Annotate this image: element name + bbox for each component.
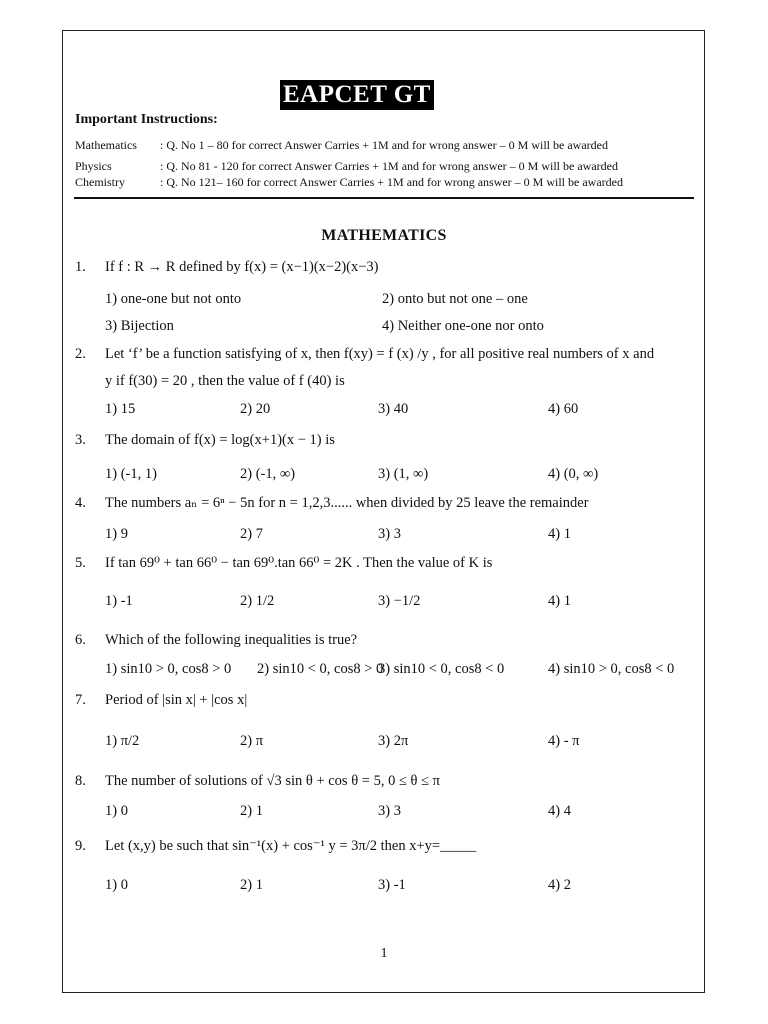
question-text: If f : R → R defined by f(x) = (x−1)(x−2)(x−3) (105, 259, 379, 275)
answer-option: 1) sin10 > 0, cos8 > 0 (105, 661, 232, 677)
answer-option: 1) 9 (105, 526, 128, 542)
answer-option: 1) π/2 (105, 733, 140, 749)
answer-option: 2) (-1, ∞) (240, 466, 296, 482)
answer-option: 2) 7 (240, 526, 263, 542)
question-number: 7. (75, 692, 86, 708)
answer-option: 4) 60 (548, 401, 579, 417)
question-text: The number of solutions of √3 sin θ + cos θ = 5, 0 ≤ θ ≤ π (105, 773, 441, 789)
answer-option: 4) Neither one-one nor onto (382, 318, 544, 334)
answer-option: 3) 2π (378, 733, 409, 749)
answer-option: 2) sin10 < 0, cos8 > 0 (257, 661, 384, 677)
question-number: 5. (75, 555, 86, 571)
question-text: The domain of f(x) = log(x+1)(x − 1) is (105, 432, 335, 448)
question-text: If tan 69⁰ + tan 66⁰ − tan 69⁰.tan 66⁰ = 2K . Then the value of K is (105, 555, 493, 571)
instruction-subject: Chemistry (75, 175, 125, 189)
answer-option: 3) 3 (378, 526, 401, 542)
answer-option: 4) 2 (548, 877, 571, 893)
answer-option: 2) π (240, 733, 264, 749)
question-text: Let (x,y) be such that sin⁻¹(x) + cos⁻¹ y = 3π/2 then x+y=_____ (105, 838, 477, 854)
answer-option: 3) 3 (378, 803, 401, 819)
answer-option: 1) one-one but not onto (105, 291, 242, 307)
header-divider (74, 197, 694, 199)
answer-option: 3) (1, ∞) (378, 466, 429, 482)
question-number: 8. (75, 773, 86, 789)
answer-option: 3) sin10 < 0, cos8 < 0 (378, 661, 505, 677)
answer-option: 2) 1/2 (240, 593, 275, 609)
answer-option: 2) onto but not one – one (382, 291, 528, 307)
answer-option: 2) 1 (240, 877, 263, 893)
question-number: 4. (75, 495, 86, 511)
instruction-subject: Mathematics (75, 138, 137, 152)
answer-option: 2) 20 (240, 401, 271, 417)
page-number: 1 (380, 946, 388, 961)
question-number: 9. (75, 838, 86, 854)
answer-option: 3) 40 (378, 401, 409, 417)
question-number: 6. (75, 632, 86, 648)
question-text: Let ‘f’ be a function satisfying of x, then f(xy) = f (x) /y , for all positive real numbers of x and (105, 346, 655, 362)
answer-option: 4) sin10 > 0, cos8 < 0 (548, 661, 675, 677)
answer-option: 1) 15 (105, 401, 136, 417)
instruction-text: : Q. No 121– 160 for correct Answer Carries + 1M and for wrong answer – 0 M will be awarded (160, 175, 623, 189)
question-number: 3. (75, 432, 86, 448)
instruction-subject: Physics (75, 159, 112, 173)
question-text: Which of the following inequalities is true? (105, 632, 358, 648)
section-title: MATHEMATICS (321, 227, 447, 244)
answer-option: 3) Bijection (105, 318, 174, 334)
answer-option: 2) 1 (240, 803, 263, 819)
instructions-heading: Important Instructions: (75, 112, 218, 127)
answer-option: 1) -1 (105, 593, 133, 609)
exam-title: EAPCET GT (280, 80, 434, 110)
question-number: 1. (75, 259, 86, 275)
question-text: Period of |sin x| + |cos x| (105, 692, 248, 708)
answer-option: 1) 0 (105, 803, 128, 819)
answer-option: 4) (0, ∞) (548, 466, 599, 482)
answer-option: 4) 1 (548, 593, 571, 609)
answer-option: 1) (-1, 1) (105, 466, 157, 482)
answer-option: 4) 4 (548, 803, 571, 819)
answer-option: 3) −1/2 (378, 593, 421, 609)
answer-option: 3) -1 (378, 877, 406, 893)
answer-option: 4) - π (548, 733, 580, 749)
answer-option: 4) 1 (548, 526, 571, 542)
question-text-continued: y if f(30) = 20 , then the value of f (40) is (105, 373, 345, 389)
answer-option: 1) 0 (105, 877, 128, 893)
question-number: 2. (75, 346, 86, 362)
question-text: The numbers aₙ = 6ⁿ − 5n for n = 1,2,3...... when divided by 25 leave the remainder (105, 495, 589, 511)
instruction-text: : Q. No 1 – 80 for correct Answer Carries + 1M and for wrong answer – 0 M will be awarded (160, 138, 608, 152)
instruction-text: : Q. No 81 - 120 for correct Answer Carries + 1M and for wrong answer – 0 M will be awarded (160, 159, 618, 173)
